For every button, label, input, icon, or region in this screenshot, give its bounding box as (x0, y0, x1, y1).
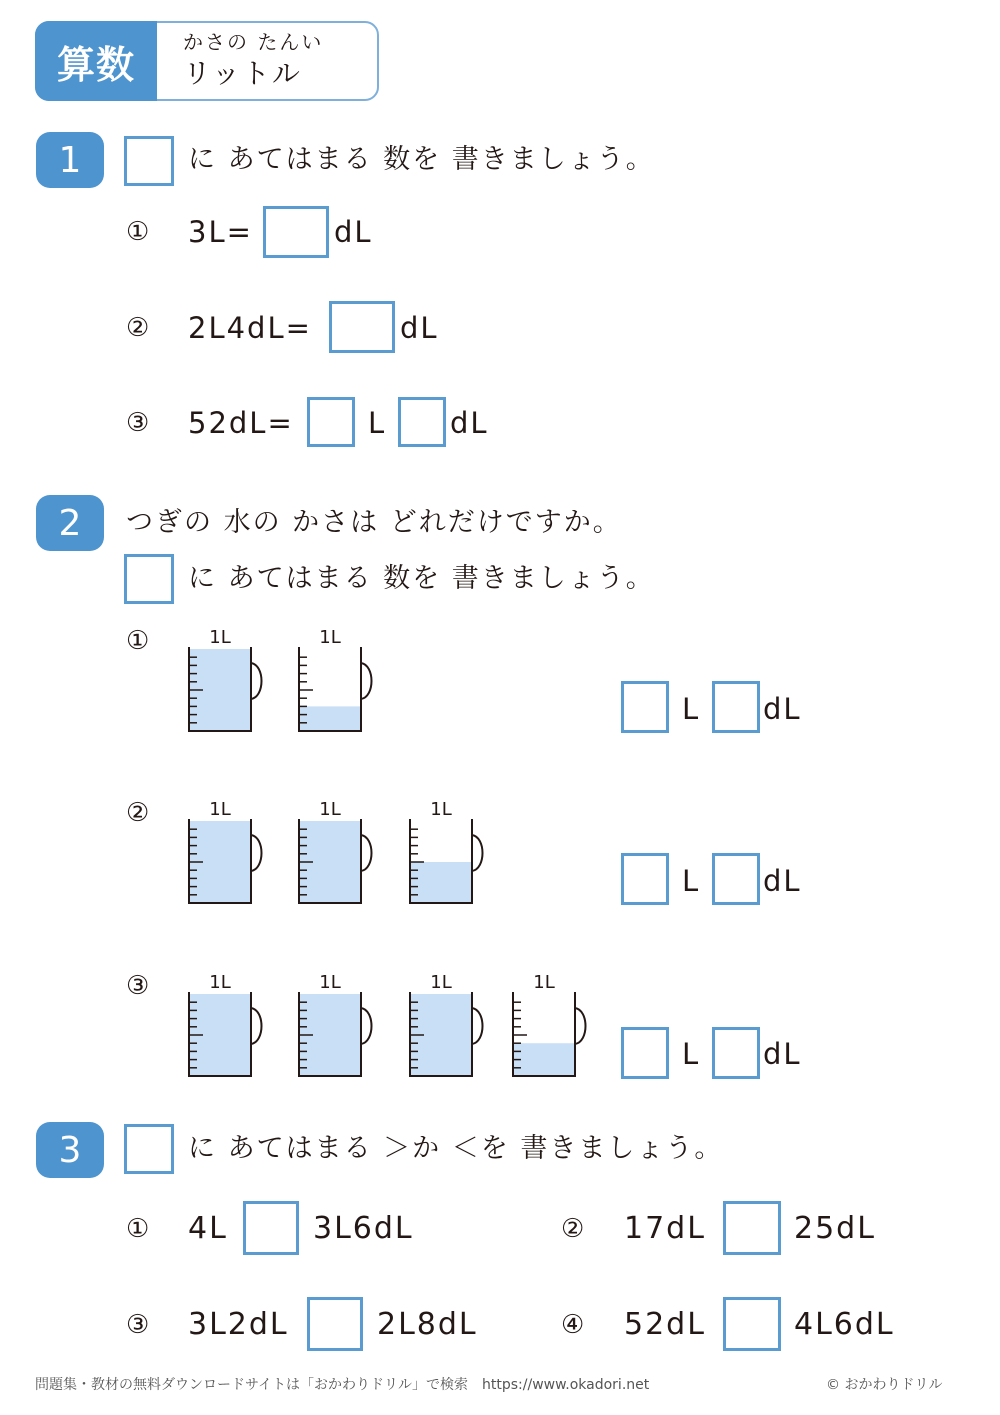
item-expression: 52dL= (188, 406, 294, 440)
footer-copyright: © おかわりドリル (826, 1377, 943, 1393)
cup-handle (251, 835, 262, 871)
cup-label: 1L (209, 972, 231, 993)
compare-left: 3L2dL (188, 1307, 289, 1342)
cup-handle (251, 1008, 262, 1044)
section-2-question: つぎの 水の かさは どれだけですか。 (126, 507, 622, 538)
cup-label: 1L (430, 799, 452, 820)
cup-handle (472, 835, 483, 871)
answer-box[interactable] (307, 1297, 363, 1351)
section-2-badge: 2 (36, 495, 104, 551)
cup-handle (251, 663, 262, 699)
item-marker: ① (126, 626, 150, 656)
answer-box[interactable] (723, 1297, 781, 1351)
item-marker: ③ (126, 1310, 150, 1340)
unit-dl: dL (763, 864, 802, 898)
answer-box[interactable] (243, 1201, 299, 1255)
answer-box-legend (124, 1124, 174, 1174)
compare-left: 4L (188, 1211, 228, 1246)
measuring-cup (513, 972, 586, 1076)
subject-label: 算数 (56, 42, 135, 87)
answer-box[interactable] (621, 853, 669, 905)
measuring-cup (189, 972, 262, 1076)
cup-label: 1L (319, 972, 341, 993)
section-3-badge: 3 (36, 1122, 104, 1178)
section-2-instruction: に あてはまる 数を 書きましょう。 (188, 563, 655, 594)
compare-left: 52dL (624, 1307, 706, 1342)
measuring-cup (299, 799, 372, 903)
measuring-cup (299, 972, 372, 1076)
compare-right: 2L8dL (377, 1307, 478, 1342)
answer-box[interactable] (712, 1027, 760, 1079)
item-marker: ② (126, 798, 150, 828)
subtitle: かさの たんい (183, 30, 324, 54)
answer-box[interactable] (621, 681, 669, 733)
unit-dl: dL (763, 692, 802, 726)
compare-right: 25dL (794, 1211, 876, 1246)
cup-label: 1L (533, 972, 555, 993)
answer-box[interactable] (723, 1201, 781, 1255)
footer-note: 問題集・教材の無料ダウンロードサイトは「おかわりドリル」で検索 https://www.okadori.net (35, 1377, 650, 1393)
cup-handle (575, 1008, 586, 1044)
cup-label: 1L (430, 972, 452, 993)
water-fill (513, 1043, 575, 1076)
compare-left: 17dL (624, 1211, 706, 1246)
answer-box[interactable] (712, 681, 760, 733)
measuring-cup (189, 627, 262, 731)
item-marker: ① (126, 217, 150, 247)
cup-label: 1L (319, 627, 341, 648)
item-marker: ② (126, 313, 150, 343)
cup-label: 1L (209, 799, 231, 820)
answer-box[interactable] (712, 853, 760, 905)
section-1-instruction: に あてはまる 数を 書きましょう。 (188, 144, 655, 175)
cup-handle (361, 663, 372, 699)
compare-right: 3L6dL (313, 1211, 414, 1246)
cup-handle (472, 1008, 483, 1044)
unit-l: L (682, 692, 701, 726)
item-unit: L (368, 406, 387, 440)
item-marker: ② (561, 1214, 585, 1244)
cup-handle (361, 835, 372, 871)
section-3-instruction: に あてはまる ＞か ＜を 書きましょう。 (188, 1133, 724, 1164)
water-fill (299, 706, 361, 731)
measuring-cup (410, 972, 483, 1076)
item-expression: 3L= (188, 215, 253, 249)
item-unit: dL (450, 406, 489, 440)
page-title: リットル (183, 57, 302, 90)
item-unit: dL (400, 311, 439, 345)
item-marker: ③ (126, 408, 150, 438)
cup-label: 1L (209, 627, 231, 648)
item-marker: ③ (126, 971, 150, 1001)
unit-l: L (682, 1037, 701, 1071)
water-fill (410, 862, 472, 903)
item-unit: dL (334, 215, 373, 249)
item-expression: 2L4dL= (188, 311, 312, 345)
compare-right: 4L6dL (794, 1307, 895, 1342)
cup-label: 1L (319, 799, 341, 820)
unit-dl: dL (763, 1037, 802, 1071)
answer-box[interactable] (621, 1027, 669, 1079)
section-1-badge: 1 (36, 132, 104, 188)
measuring-cup (299, 627, 372, 731)
measuring-cup (189, 799, 262, 903)
unit-l: L (682, 864, 701, 898)
item-marker: ④ (561, 1310, 585, 1340)
measuring-cup (410, 799, 483, 903)
item-marker: ① (126, 1214, 150, 1244)
cup-handle (361, 1008, 372, 1044)
